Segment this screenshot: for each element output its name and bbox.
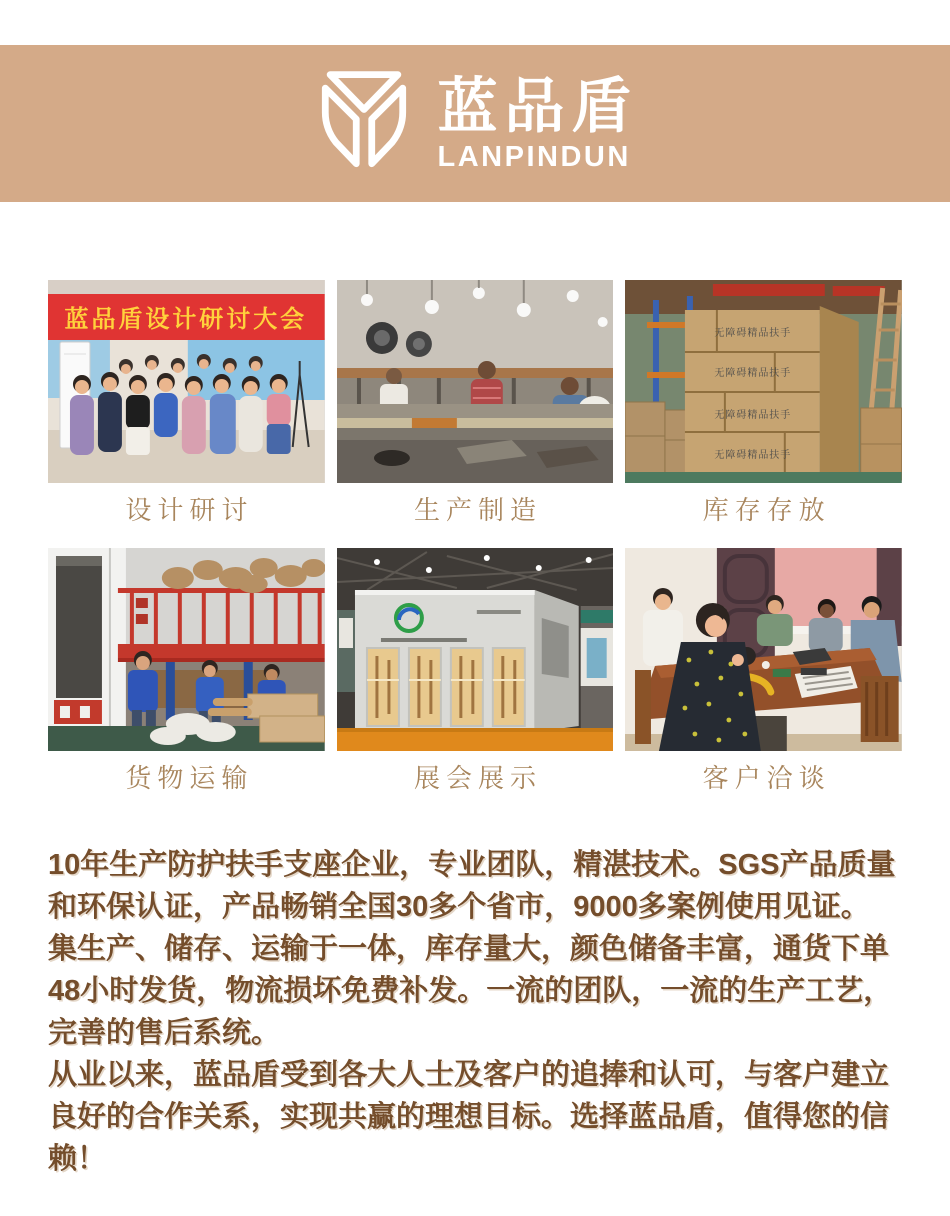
carton-label-3: 无障碍精品扶手: [714, 409, 792, 422]
header-band: [0, 45, 950, 202]
photo-caption-client-meeting: 客户洽谈: [702, 764, 831, 793]
carton-label-4: 无障碍精品扶手: [714, 449, 792, 462]
photo-caption-transport: 货物运输: [125, 764, 254, 793]
brand-name-en: LANPINDUN: [437, 140, 631, 173]
photo-transport: [48, 548, 325, 751]
photo-exhibition: [337, 548, 614, 751]
photo-client-meeting: [625, 548, 902, 751]
company-intro: [0, 844, 950, 1180]
intro-paragraph-1: 10年生产防护扶手支座企业，专业团队，精湛技术。SGS产品质量和环保认证，产品畅销全国30多个省市，9000多案例使用见证。: [48, 849, 896, 923]
gallery-item-exhibition: [337, 548, 614, 794]
photo-production: [337, 280, 614, 483]
photo-gallery: [0, 280, 950, 794]
photo-caption-warehouse: 库存存放: [702, 496, 831, 525]
gallery-item-production: [337, 280, 614, 526]
brand-name-cn: 蓝品盾: [437, 72, 639, 140]
seminar-banner-text: 蓝品盾设计研讨大会: [64, 305, 308, 334]
gallery-item-client-meeting: [625, 548, 902, 794]
brand-lockup: [438, 74, 639, 174]
intro-paragraph-3: 从业以来，蓝品盾受到各大人士及客户的追捧和认可，与客户建立良好的合作关系，实现共赢的理想目标。选择蓝品盾，值得您的信赖！: [48, 1059, 890, 1175]
photo-caption-exhibition: 展会展示: [413, 764, 542, 793]
carton-label-2: 无障碍精品扶手: [714, 367, 792, 380]
brand-logo-icon: [312, 64, 416, 184]
photo-caption-production: 生产制造: [413, 496, 542, 525]
carton-label-1: 无障碍精品扶手: [714, 327, 792, 340]
intro-paragraph-2: 集生产、储存、运输于一体，库存量大，颜色储备丰富，通货下单48小时发货，物流损坏免费补发。一流的团队，一流的生产工艺，完善的售后系统。: [48, 933, 893, 1049]
gallery-item-design-seminar: [48, 280, 325, 526]
photo-caption-design-seminar: 设计研讨: [125, 496, 254, 525]
photo-design-seminar: [48, 280, 325, 483]
photo-warehouse: [625, 280, 902, 483]
gallery-item-warehouse: [625, 280, 902, 526]
gallery-item-transport: [48, 548, 325, 794]
